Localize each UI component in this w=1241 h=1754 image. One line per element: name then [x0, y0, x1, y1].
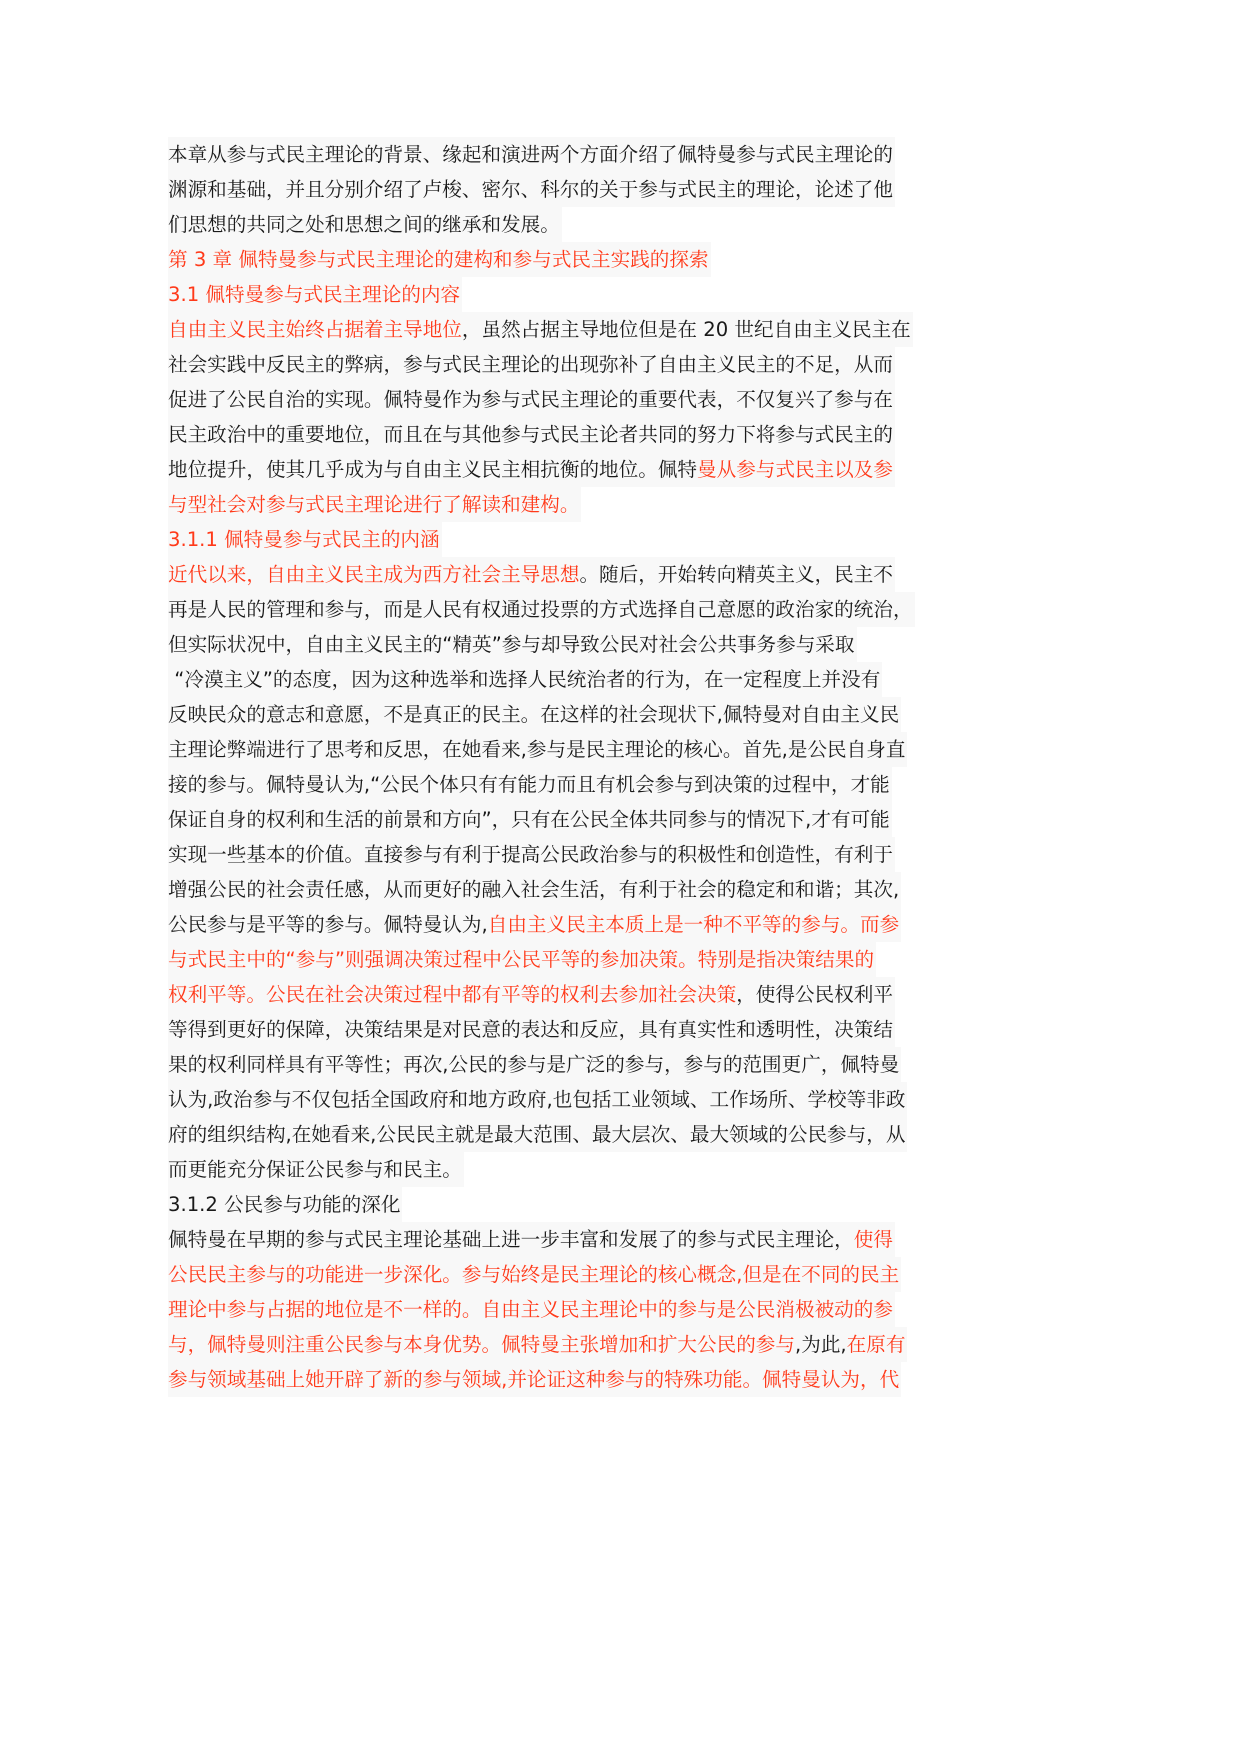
emphasized-text: 3.1.1 佩特曼参与式民主的内涵: [168, 528, 440, 551]
line-highlight: [168, 207, 562, 242]
emphasized-text: 使得: [853, 1228, 893, 1251]
body-text: 府的组织结构,在她看来,公民民主就是最大范围、最大层次、最大领域的公民参与，从: [168, 1123, 906, 1146]
body-text: 实现一些基本的价值。直接参与有利于提高公民政治参与的积极性和创造性，有利于: [168, 843, 893, 866]
line-highlight: [168, 732, 907, 767]
line-highlight: [168, 592, 915, 627]
text-line: [168, 837, 968, 872]
text-line: [168, 1362, 968, 1397]
text-line: [168, 1117, 968, 1152]
body-text: 社会实践中反民主的弊病，参与式民主理论的出现弥补了自由主义民主的不足，从而: [168, 353, 893, 376]
emphasized-text: 公民民主参与的功能进一步深化。参与始终是民主理论的核心概念,但是在不同的民主: [168, 1263, 900, 1286]
text-line: [168, 697, 968, 732]
line-highlight: [168, 977, 895, 1012]
text-line: [168, 277, 968, 312]
body-text: 认为,政治参与不仅包括全国政府和地方政府,也包括工业领域、工作场所、学校等非政: [168, 1088, 906, 1111]
body-text: 本章从参与式民主理论的背景、缘起和演进两个方面介绍了佩特曼参与式民主理论的: [168, 143, 893, 166]
body-text: 增强公民的社会责任感，从而更好的融入社会生活，有利于社会的稳定和和谐；其次,: [168, 878, 900, 901]
line-highlight: [168, 557, 895, 592]
line-highlight: [168, 137, 895, 172]
body-text: 保证自身的权利和生活的前景和方向”，只有在公民全体共同参与的情况下,才有可能: [168, 808, 890, 831]
emphasized-text: 在原有: [846, 1333, 906, 1356]
body-text: 等得到更好的保障，决策结果是对民意的表达和反应，具有真实性和透明性，决策结: [168, 1018, 893, 1041]
text-line: [168, 977, 968, 1012]
text-line: [168, 487, 968, 522]
text-line: [168, 907, 968, 942]
line-highlight: [168, 312, 913, 347]
emphasized-text: 近代以来，自由主义民主成为西方社会主导思想: [168, 563, 580, 586]
line-highlight: [168, 1082, 907, 1117]
emphasized-text: 第 3 章 佩特曼参与式民主理论的建构和参与式民主实践的探索: [168, 248, 709, 271]
text-line: [168, 522, 968, 557]
text-line: [168, 802, 968, 837]
body-text: 们思想的共同之处和思想之间的继承和发展。: [168, 213, 560, 236]
line-highlight: [168, 242, 711, 277]
line-highlight: [168, 1012, 895, 1047]
body-text: ,为此,: [795, 1333, 847, 1356]
line-highlight: [168, 837, 895, 872]
body-text: 再是人民的管理和参与，而是人民有权通过投票的方式选择自己意愿的政治家的统治，: [168, 598, 913, 621]
text-line: [168, 242, 968, 277]
body-text: 3.1.2 公民参与功能的深化: [168, 1193, 401, 1216]
emphasized-text: 与式民主中的“参与”则强调决策过程中公民平等的参加决策。特别是指决策结果的: [168, 948, 875, 971]
line-highlight: [168, 1362, 901, 1397]
text-line: [168, 732, 968, 767]
line-highlight: [168, 382, 895, 417]
text-line: [168, 872, 968, 907]
text-line: [168, 312, 968, 347]
text-line: [168, 627, 968, 662]
line-highlight: [168, 697, 901, 732]
body-text: ，虽然占据主导地位但是在 20 世纪自由主义民主在: [461, 318, 911, 341]
text-line: [168, 942, 968, 977]
text-line: [168, 557, 968, 592]
body-text: 主理论弊端进行了思考和反思，在她看来,参与是民主理论的核心。首先,是公民自身直: [168, 738, 906, 761]
body-text: “冷漠主义”的态度，因为这种选举和选择人民统治者的行为，在一定程度上并没有: [168, 668, 881, 691]
line-highlight: [168, 802, 892, 837]
body-text: 而更能充分保证公民参与和民主。: [168, 1158, 462, 1181]
line-highlight: [168, 627, 857, 662]
line-highlight: [168, 172, 895, 207]
body-text: ，使得公民权利平: [736, 983, 893, 1006]
emphasized-text: 自由主义民主本质上是一种不平等的参与。而参: [487, 913, 900, 936]
body-text: 反映民众的意志和意愿，不是真正的民主。在这样的社会现状下,佩特曼对自由主义民: [168, 703, 900, 726]
body-text: 果的权利同样具有平等性；再次,公民的参与是广泛的参与，参与的范围更广，佩特曼: [168, 1053, 900, 1076]
text-line: [168, 1327, 968, 1362]
line-highlight: [168, 907, 901, 942]
text-line: [168, 417, 968, 452]
text-line: [168, 172, 968, 207]
line-highlight: [168, 1292, 895, 1327]
emphasized-text: 与型社会对参与式民主理论进行了解读和建构。: [168, 493, 580, 516]
text-line: [168, 1082, 968, 1117]
line-highlight: [168, 1047, 901, 1082]
text-line: [168, 1292, 968, 1327]
text-line: [168, 1222, 968, 1257]
emphasized-text: 权利平等。公民在社会决策过程中都有平等的权利去参加社会决策: [168, 983, 737, 1006]
text-line: [168, 207, 968, 242]
body-text: 地位提升，使其几乎成为与自由主义民主相抗衡的地位。佩特: [168, 458, 698, 481]
document-body: [168, 137, 968, 1397]
line-highlight: [168, 872, 901, 907]
line-highlight: [168, 347, 895, 382]
line-highlight: [168, 1187, 402, 1222]
line-highlight: [168, 942, 876, 977]
line-highlight: [168, 417, 895, 452]
body-text: 渊源和基础，并且分别介绍了卢梭、密尔、科尔的关于参与式民主的理论，论述了他: [168, 178, 893, 201]
emphasized-text: 3.1 佩特曼参与式民主理论的内容: [168, 283, 461, 306]
line-highlight: [168, 1327, 907, 1362]
body-text: 促进了公民自治的实现。佩特曼作为参与式民主理论的重要代表，不仅复兴了参与在: [168, 388, 893, 411]
text-line: [168, 662, 968, 697]
text-line: [168, 1047, 968, 1082]
line-highlight: [168, 277, 462, 312]
body-text: 公民参与是平等的参与。佩特曼认为,: [168, 913, 488, 936]
text-line: [168, 1152, 968, 1187]
emphasized-text: 自由主义民主始终占据着主导地位: [168, 318, 462, 341]
line-highlight: [168, 1117, 907, 1152]
emphasized-text: 理论中参与占据的地位是不一样的。自由主义民主理论中的参与是公民消极被动的参: [168, 1298, 893, 1321]
text-line: [168, 1257, 968, 1292]
emphasized-text: 参与领域基础上她开辟了新的参与领域,并论证这种参与的特殊功能。佩特曼认为，代: [168, 1368, 900, 1391]
line-highlight: [168, 487, 581, 522]
line-highlight: [168, 452, 895, 487]
line-highlight: [168, 1257, 901, 1292]
line-highlight: [168, 1152, 464, 1187]
emphasized-text: 与，佩特曼则注重公民参与本身优势。佩特曼主张增加和扩大公民的参与: [168, 1333, 795, 1356]
text-line: [168, 592, 968, 627]
text-line: [168, 1012, 968, 1047]
text-line: [168, 382, 968, 417]
text-line: [168, 767, 968, 802]
body-text: 接的参与。佩特曼认为,“公民个体只有有能力而且有机会参与到决策的过程中，才能: [168, 773, 890, 796]
body-text: 佩特曼在早期的参与式民主理论基础上进一步丰富和发展了的参与式民主理论，: [168, 1228, 854, 1251]
line-highlight: [168, 522, 442, 557]
line-highlight: [168, 1222, 895, 1257]
text-line: [168, 1187, 968, 1222]
text-line: [168, 347, 968, 382]
body-text: 民主政治中的重要地位，而且在与其他参与式民主论者共同的努力下将参与式民主的: [168, 423, 893, 446]
line-highlight: [168, 662, 882, 697]
emphasized-text: 曼从参与式民主以及参: [697, 458, 893, 481]
line-highlight: [168, 767, 892, 802]
body-text: 。随后，开始转向精英主义，民主不: [579, 563, 893, 586]
text-line: [168, 452, 968, 487]
text-line: [168, 137, 968, 172]
body-text: 但实际状况中，自由主义民主的“精英”参与却导致公民对社会公共事务参与采取: [168, 633, 855, 656]
